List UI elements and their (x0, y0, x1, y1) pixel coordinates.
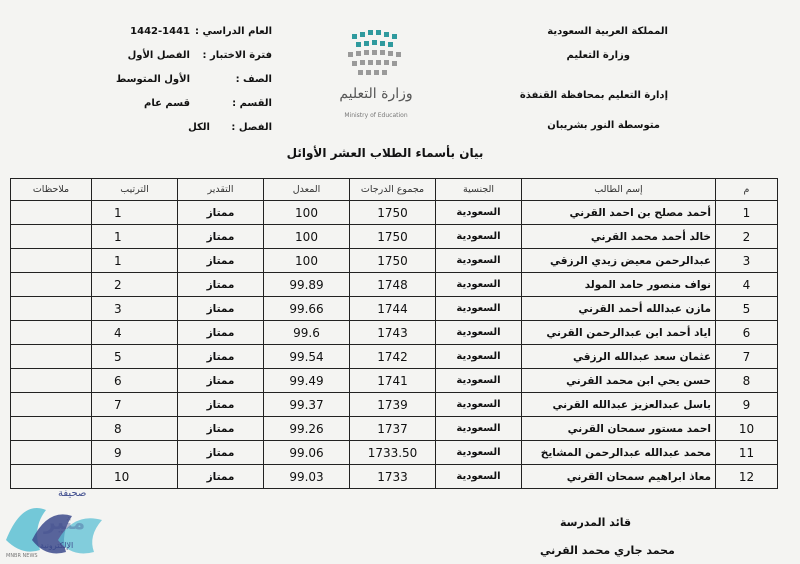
student-name-cell: معاذ ابراهيم سمحان القرني (522, 465, 716, 489)
rank-cell: 1 (92, 201, 178, 225)
total-score-cell: 1739 (350, 393, 436, 417)
grade-cell: ممتاز (178, 441, 264, 465)
rank-cell: 6 (92, 369, 178, 393)
table-row (11, 249, 778, 273)
row-number-cell: 9 (716, 393, 778, 417)
total-score-cell: 1737 (350, 417, 436, 441)
nationality-cell: السعودية (436, 249, 522, 273)
nationality-cell: السعودية (436, 417, 522, 441)
header-rank: الترتيب (92, 179, 178, 201)
nationality-cell: السعودية (436, 297, 522, 321)
student-name-cell: خالد أحمد محمد القرني (522, 225, 716, 249)
notes-cell (11, 417, 92, 441)
header-num: م (716, 179, 778, 201)
row-number-cell: 3 (716, 249, 778, 273)
nationality-cell: السعودية (436, 345, 522, 369)
grade-cell: ممتاز (178, 249, 264, 273)
year-value: 1442-1441 (130, 26, 190, 37)
row-number-cell: 12 (716, 465, 778, 489)
rank-cell: 10 (92, 465, 178, 489)
table-row (11, 441, 778, 465)
grade-cell: ممتاز (178, 321, 264, 345)
student-name-cell: اياد أحمد ابن عبدالرحمن القرني (522, 321, 716, 345)
logo-subtext: Ministry of Education (344, 112, 408, 119)
student-name-cell: نواف منصور حامد المولد (522, 273, 716, 297)
notes-cell (11, 297, 92, 321)
grade-cell: ممتاز (178, 393, 264, 417)
signature-name: محمد جاري محمد القرني (540, 544, 675, 557)
grade-label: الصف : (235, 74, 272, 85)
average-cell: 99.03 (264, 465, 350, 489)
notes-cell (11, 201, 92, 225)
total-score-cell: 1750 (350, 225, 436, 249)
nationality-cell: السعودية (436, 321, 522, 345)
row-number-cell: 8 (716, 369, 778, 393)
rank-cell: 2 (92, 273, 178, 297)
rank-cell: 4 (92, 321, 178, 345)
nationality-cell: السعودية (436, 369, 522, 393)
table-row (11, 345, 778, 369)
grade-cell: ممتاز (178, 273, 264, 297)
class-value: الكل (188, 122, 210, 133)
watermark-top-text: صحيفة (58, 488, 87, 499)
notes-cell (11, 225, 92, 249)
nationality-cell: السعودية (436, 441, 522, 465)
table-row (11, 225, 778, 249)
rank-cell: 1 (92, 225, 178, 249)
row-number-cell: 11 (716, 441, 778, 465)
average-cell: 99.37 (264, 393, 350, 417)
grade-value: الأول المتوسط (115, 74, 190, 85)
grade-cell: ممتاز (178, 369, 264, 393)
class-row (112, 122, 272, 136)
section-value: قسم عام (144, 98, 190, 109)
notes-cell (11, 393, 92, 417)
department-name: إدارة التعليم بمحافظة القنفذة (519, 90, 668, 101)
ministry-logo-icon (318, 30, 428, 125)
student-name-cell: عثمان سعد عبدالله الرزقي (522, 345, 716, 369)
total-score-cell: 1742 (350, 345, 436, 369)
nationality-cell: السعودية (436, 273, 522, 297)
table-row (11, 465, 778, 489)
class-label: الفصل : (231, 122, 272, 133)
notes-cell (11, 369, 92, 393)
rank-cell: 9 (92, 441, 178, 465)
student-name-cell: عبدالرحمن معيض زيدي الرزقي (522, 249, 716, 273)
grade-cell: ممتاز (178, 297, 264, 321)
average-cell: 99.6 (264, 321, 350, 345)
year-label: العام الدراسي : (195, 26, 272, 37)
row-number-cell: 5 (716, 297, 778, 321)
row-number-cell: 4 (716, 273, 778, 297)
student-name-cell: احمد مستور سمحان القرني (522, 417, 716, 441)
total-score-cell: 1750 (350, 201, 436, 225)
table-row (11, 393, 778, 417)
total-score-cell: 1733 (350, 465, 436, 489)
total-score-cell: 1733.50 (350, 441, 436, 465)
average-cell: 100 (264, 201, 350, 225)
table-row (11, 417, 778, 441)
notes-cell (11, 441, 92, 465)
ministry-name: وزارة التعليم (566, 50, 630, 61)
rank-cell: 8 (92, 417, 178, 441)
students-table (10, 178, 778, 489)
average-cell: 99.89 (264, 273, 350, 297)
nationality-cell: السعودية (436, 225, 522, 249)
rank-cell: 1 (92, 249, 178, 273)
signature-title: قائد المدرسة (560, 516, 632, 529)
student-name-cell: محمد عبدالله عبدالرحمن المشايخ (522, 441, 716, 465)
student-name-cell: باسل عبدالعزيز عبدالله القرني (522, 393, 716, 417)
period-row (112, 50, 272, 64)
total-score-cell: 1743 (350, 321, 436, 345)
row-number-cell: 10 (716, 417, 778, 441)
header-notes: ملاحظات (11, 179, 92, 201)
header-average: المعدل (264, 179, 350, 201)
average-cell: 99.54 (264, 345, 350, 369)
average-cell: 99.26 (264, 417, 350, 441)
section-row (112, 98, 272, 112)
watermark-main-text: مثير (44, 510, 86, 534)
rank-cell: 7 (92, 393, 178, 417)
rank-cell: 5 (92, 345, 178, 369)
period-label: فترة الاختبار : (202, 50, 272, 61)
grade-cell: ممتاز (178, 417, 264, 441)
student-name-cell: مازن عبدالله أحمد القرني (522, 297, 716, 321)
grade-cell: ممتاز (178, 465, 264, 489)
student-name-cell: أحمد مصلح بن احمد القرني (522, 201, 716, 225)
country-name: المملكة العربية السعودية (547, 26, 668, 37)
row-number-cell: 1 (716, 201, 778, 225)
average-cell: 100 (264, 249, 350, 273)
average-cell: 99.49 (264, 369, 350, 393)
notes-cell (11, 321, 92, 345)
table-row (11, 201, 778, 225)
average-cell: 100 (264, 225, 350, 249)
header-total: مجموع الدرجات (350, 179, 436, 201)
student-name-cell: حسن يحي ابن محمد القرني (522, 369, 716, 393)
notes-cell (11, 249, 92, 273)
rank-cell: 3 (92, 297, 178, 321)
nationality-cell: السعودية (436, 465, 522, 489)
average-cell: 99.66 (264, 297, 350, 321)
table-header-row (11, 179, 778, 201)
average-cell: 99.06 (264, 441, 350, 465)
row-number-cell: 7 (716, 345, 778, 369)
grade-row (112, 74, 272, 88)
header-nationality: الجنسية (436, 179, 522, 201)
grade-cell: ممتاز (178, 345, 264, 369)
total-score-cell: 1748 (350, 273, 436, 297)
section-label: القسم : (232, 98, 272, 109)
period-value: الفصل الأول (127, 50, 190, 61)
nationality-cell: السعودية (436, 393, 522, 417)
header-name: إسم الطالب (522, 179, 716, 201)
year-row (112, 26, 272, 40)
grade-cell: ممتاز (178, 225, 264, 249)
table-row (11, 273, 778, 297)
notes-cell (11, 273, 92, 297)
total-score-cell: 1744 (350, 297, 436, 321)
table-row (11, 369, 778, 393)
table-row (11, 321, 778, 345)
total-score-cell: 1741 (350, 369, 436, 393)
watermark-bottom-text: الإلكترونية (40, 541, 74, 550)
grade-cell: ممتاز (178, 201, 264, 225)
row-number-cell: 2 (716, 225, 778, 249)
total-score-cell: 1750 (350, 249, 436, 273)
row-number-cell: 6 (716, 321, 778, 345)
school-name: متوسطة النور بشريبان (547, 120, 660, 131)
page-title: بيان بأسماء الطلاب العشر الأوائل (286, 146, 484, 160)
notes-cell (11, 345, 92, 369)
logo-wordmark: وزارة التعليم (339, 86, 413, 102)
header-left (112, 26, 272, 136)
watermark-news-text: MNBR NEWS (6, 553, 38, 559)
table-row (11, 297, 778, 321)
table-body (11, 201, 778, 489)
header-grade: التقدير (178, 179, 264, 201)
nationality-cell: السعودية (436, 201, 522, 225)
